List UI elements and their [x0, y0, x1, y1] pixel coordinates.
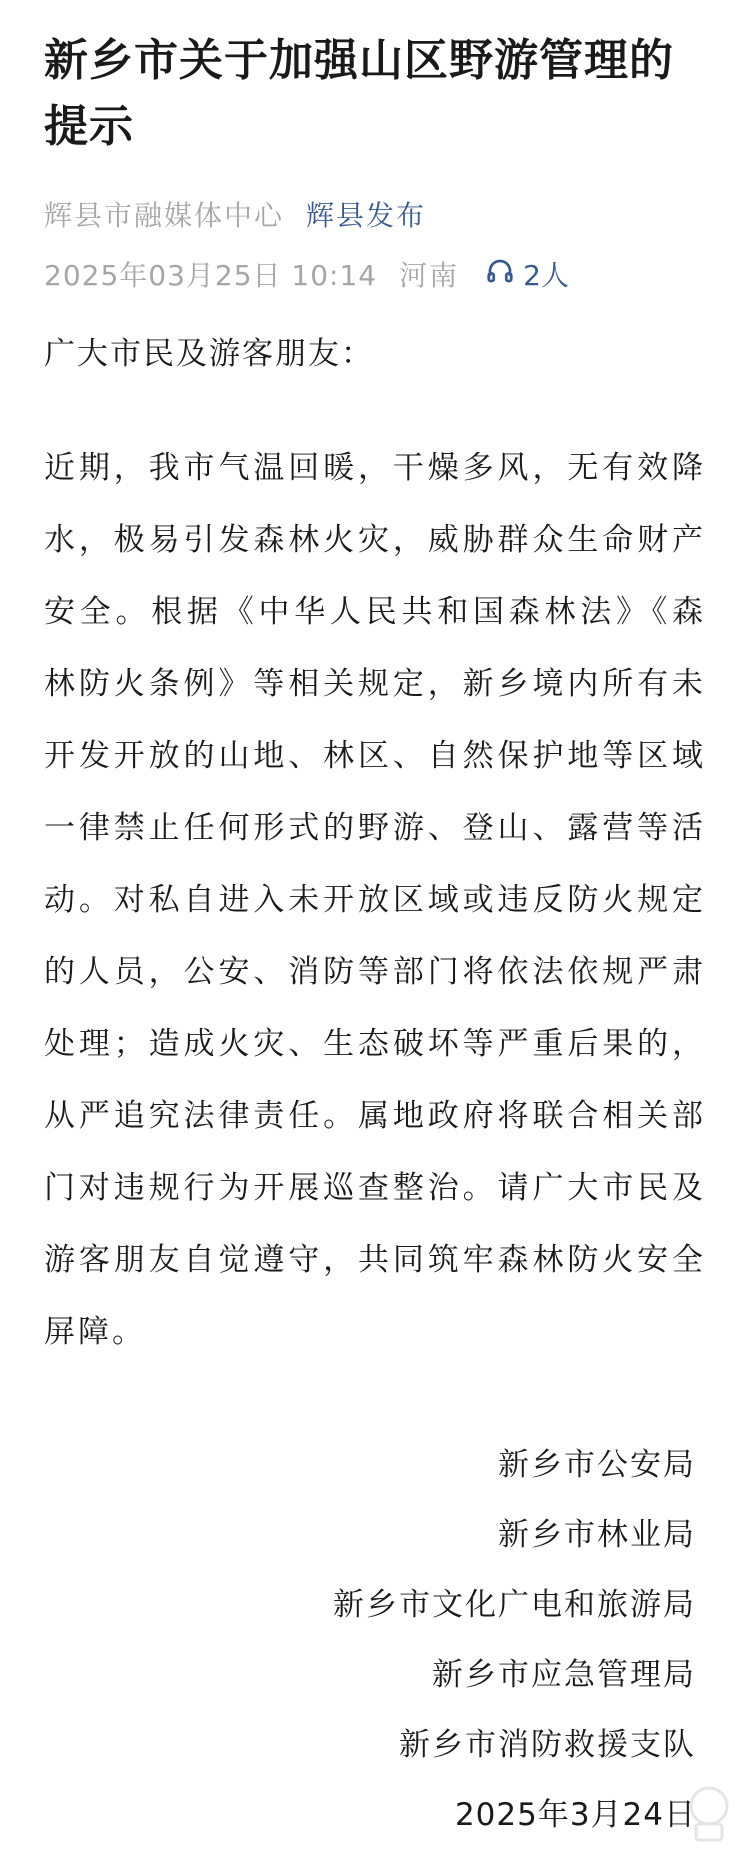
article-title: 新乡市关于加强山区野游管理的提示 — [44, 35, 674, 152]
news-logo-watermark-icon — [684, 1784, 734, 1844]
signature-line: 新乡市公安局 — [498, 1447, 696, 1483]
signature-line: 新乡市应急管理局 — [432, 1657, 696, 1693]
headphones-icon — [485, 256, 523, 297]
article-meta-row — [44, 256, 706, 296]
source-organization: 辉县市融媒体中心 — [44, 199, 285, 232]
signature-line: 新乡市消防救援支队 — [399, 1727, 696, 1763]
signature-block — [44, 1430, 706, 1850]
article-source-row — [44, 196, 706, 236]
article-greeting: 广大市民及游客朋友： — [44, 336, 374, 372]
source-channel-link[interactable]: 辉县发布 — [306, 199, 427, 232]
publish-time: 2025年03月25日 10:14 — [44, 259, 378, 292]
listen-button[interactable] — [485, 256, 569, 297]
publish-region: 河南 — [399, 259, 460, 292]
signature-line: 新乡市文化广电和旅游局 — [333, 1587, 696, 1623]
signature-date: 2025年3月24日 — [454, 1797, 696, 1833]
listen-count: 2人 — [523, 259, 569, 292]
signature-line: 新乡市林业局 — [498, 1517, 696, 1553]
article-body: 近期，我市气温回暖，干燥多风，无有效降水，极易引发森林火灾，威胁群众生命财产安全。根据《中华人民共和国森林法》《森林防火条例》等相关规定，新乡境内所有未开发开放的山地、林区、自然保护地等区域一律禁止任何形式的野游、登山、露营等活动。对私自进入未开放区域或违反防火规定的人员，公安、消防等部门将依法依规严肃处理；造成火灾、生态破坏等严重后果的，从严追究法律责任。属地政府将联合相关部门对违规行为开展巡查整治。请广大市民及游客朋友自觉遵守，共同筑牢森林防火安全屏障。 — [44, 450, 706, 1350]
